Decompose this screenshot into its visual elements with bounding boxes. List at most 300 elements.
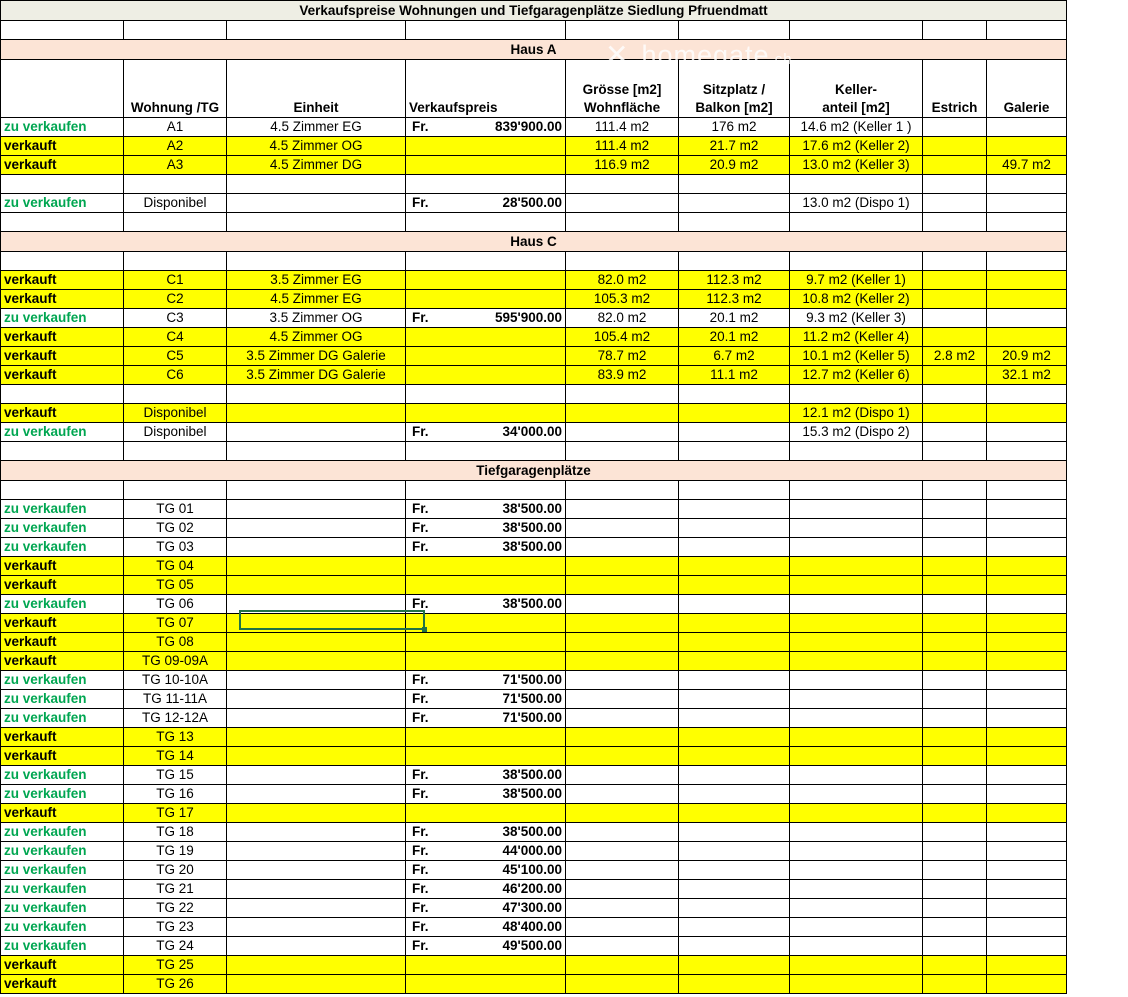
keller-cell[interactable] xyxy=(790,899,923,918)
price-cell[interactable] xyxy=(406,747,566,766)
einheit-cell[interactable] xyxy=(227,975,406,994)
groesse-cell[interactable] xyxy=(566,614,679,633)
einheit-cell[interactable]: 4.5 Zimmer OG xyxy=(227,137,406,156)
empty-cell[interactable] xyxy=(566,385,679,404)
groesse-cell[interactable] xyxy=(566,194,679,213)
groesse-cell[interactable] xyxy=(566,728,679,747)
groesse-cell[interactable] xyxy=(566,671,679,690)
groesse-cell[interactable] xyxy=(566,804,679,823)
einheit-cell[interactable] xyxy=(227,899,406,918)
keller-cell[interactable] xyxy=(790,842,923,861)
groesse-cell[interactable] xyxy=(566,690,679,709)
unit-cell[interactable]: Disponibel xyxy=(124,194,227,213)
groesse-cell[interactable] xyxy=(566,519,679,538)
sitzplatz-cell[interactable] xyxy=(679,194,790,213)
galerie-cell[interactable] xyxy=(987,404,1067,423)
unit-cell[interactable]: C5 xyxy=(124,347,227,366)
price-cell[interactable] xyxy=(406,937,566,956)
empty-cell[interactable] xyxy=(124,442,227,461)
groesse-cell[interactable]: 111.4 m2 xyxy=(566,118,679,137)
section-title[interactable]: Haus C xyxy=(1,232,1067,252)
sitzplatz-cell[interactable] xyxy=(679,652,790,671)
galerie-cell[interactable] xyxy=(987,519,1067,538)
price-cell[interactable] xyxy=(406,709,566,728)
header-status[interactable] xyxy=(1,60,124,118)
status-cell[interactable]: verkauft xyxy=(1,804,124,823)
groesse-cell[interactable] xyxy=(566,633,679,652)
empty-cell[interactable] xyxy=(923,21,987,40)
empty-cell[interactable] xyxy=(124,252,227,271)
keller-cell[interactable]: 10.8 m2 (Keller 2) xyxy=(790,290,923,309)
price-cell[interactable] xyxy=(406,975,566,994)
empty-cell[interactable] xyxy=(566,175,679,194)
galerie-cell[interactable] xyxy=(987,423,1067,442)
groesse-cell[interactable] xyxy=(566,595,679,614)
keller-cell[interactable] xyxy=(790,595,923,614)
unit-cell[interactable]: TG 02 xyxy=(124,519,227,538)
keller-cell[interactable] xyxy=(790,709,923,728)
empty-cell[interactable] xyxy=(679,252,790,271)
empty-cell[interactable] xyxy=(566,481,679,500)
price-cell[interactable] xyxy=(406,652,566,671)
estrich-cell[interactable] xyxy=(923,137,987,156)
sitzplatz-cell[interactable] xyxy=(679,500,790,519)
status-cell[interactable]: zu verkaufen xyxy=(1,671,124,690)
empty-cell[interactable] xyxy=(923,175,987,194)
einheit-cell[interactable]: 4.5 Zimmer DG xyxy=(227,156,406,175)
empty-cell[interactable] xyxy=(679,385,790,404)
price-cell[interactable] xyxy=(406,118,566,137)
keller-cell[interactable]: 11.2 m2 (Keller 4) xyxy=(790,328,923,347)
status-cell[interactable]: verkauft xyxy=(1,557,124,576)
einheit-cell[interactable] xyxy=(227,633,406,652)
empty-cell[interactable] xyxy=(987,252,1067,271)
empty-cell[interactable] xyxy=(227,21,406,40)
estrich-cell[interactable] xyxy=(923,538,987,557)
groesse-cell[interactable] xyxy=(566,404,679,423)
section-title[interactable]: Haus A xyxy=(1,40,1067,60)
einheit-cell[interactable] xyxy=(227,557,406,576)
estrich-cell[interactable] xyxy=(923,842,987,861)
price-cell[interactable] xyxy=(406,861,566,880)
estrich-cell[interactable] xyxy=(923,404,987,423)
galerie-cell[interactable] xyxy=(987,785,1067,804)
header-einheit[interactable]: Einheit xyxy=(227,60,406,118)
price-cell[interactable] xyxy=(406,271,566,290)
unit-cell[interactable]: Disponibel xyxy=(124,404,227,423)
status-cell[interactable]: zu verkaufen xyxy=(1,785,124,804)
unit-cell[interactable]: TG 24 xyxy=(124,937,227,956)
price-cell[interactable] xyxy=(406,766,566,785)
keller-cell[interactable]: 9.7 m2 (Keller 1) xyxy=(790,271,923,290)
groesse-cell[interactable]: 105.4 m2 xyxy=(566,328,679,347)
price-cell[interactable] xyxy=(406,538,566,557)
header-galerie[interactable]: Galerie xyxy=(987,60,1067,118)
status-cell[interactable]: zu verkaufen xyxy=(1,423,124,442)
estrich-cell[interactable] xyxy=(923,785,987,804)
galerie-cell[interactable] xyxy=(987,194,1067,213)
sitzplatz-cell[interactable]: 20.1 m2 xyxy=(679,328,790,347)
keller-cell[interactable] xyxy=(790,614,923,633)
estrich-cell[interactable] xyxy=(923,652,987,671)
galerie-cell[interactable] xyxy=(987,747,1067,766)
estrich-cell[interactable] xyxy=(923,309,987,328)
estrich-cell[interactable] xyxy=(923,671,987,690)
estrich-cell[interactable] xyxy=(923,328,987,347)
estrich-cell[interactable] xyxy=(923,423,987,442)
header-keller[interactable] xyxy=(790,60,923,118)
keller-cell[interactable]: 13.0 m2 (Dispo 1) xyxy=(790,194,923,213)
unit-cell[interactable]: TG 11-11A xyxy=(124,690,227,709)
price-cell[interactable] xyxy=(406,137,566,156)
status-cell[interactable]: verkauft xyxy=(1,137,124,156)
sitzplatz-cell[interactable] xyxy=(679,709,790,728)
einheit-cell[interactable] xyxy=(227,937,406,956)
price-cell[interactable] xyxy=(406,156,566,175)
einheit-cell[interactable]: 3.5 Zimmer DG Galerie xyxy=(227,366,406,385)
unit-cell[interactable]: A2 xyxy=(124,137,227,156)
groesse-cell[interactable]: 82.0 m2 xyxy=(566,309,679,328)
status-cell[interactable]: zu verkaufen xyxy=(1,880,124,899)
sitzplatz-cell[interactable] xyxy=(679,975,790,994)
groesse-cell[interactable] xyxy=(566,823,679,842)
section-title[interactable]: Tiefgaragenplätze xyxy=(1,461,1067,481)
keller-cell[interactable] xyxy=(790,576,923,595)
empty-cell[interactable] xyxy=(227,385,406,404)
groesse-cell[interactable]: 82.0 m2 xyxy=(566,271,679,290)
einheit-cell[interactable]: 3.5 Zimmer OG xyxy=(227,309,406,328)
status-cell[interactable]: verkauft xyxy=(1,290,124,309)
status-cell[interactable]: zu verkaufen xyxy=(1,766,124,785)
empty-cell[interactable] xyxy=(923,213,987,232)
estrich-cell[interactable] xyxy=(923,576,987,595)
sitzplatz-cell[interactable]: 112.3 m2 xyxy=(679,271,790,290)
groesse-cell[interactable] xyxy=(566,975,679,994)
price-cell[interactable] xyxy=(406,823,566,842)
galerie-cell[interactable] xyxy=(987,823,1067,842)
estrich-cell[interactable] xyxy=(923,118,987,137)
einheit-cell[interactable]: 4.5 Zimmer EG xyxy=(227,290,406,309)
empty-cell[interactable] xyxy=(679,175,790,194)
galerie-cell[interactable] xyxy=(987,766,1067,785)
galerie-cell[interactable] xyxy=(987,709,1067,728)
keller-cell[interactable] xyxy=(790,823,923,842)
groesse-cell[interactable]: 83.9 m2 xyxy=(566,366,679,385)
groesse-cell[interactable] xyxy=(566,842,679,861)
galerie-cell[interactable] xyxy=(987,309,1067,328)
unit-cell[interactable]: TG 19 xyxy=(124,842,227,861)
keller-cell[interactable] xyxy=(790,804,923,823)
sitzplatz-cell[interactable]: 20.9 m2 xyxy=(679,156,790,175)
unit-cell[interactable]: TG 23 xyxy=(124,918,227,937)
estrich-cell[interactable] xyxy=(923,918,987,937)
keller-cell[interactable] xyxy=(790,633,923,652)
groesse-cell[interactable] xyxy=(566,861,679,880)
empty-cell[interactable] xyxy=(679,213,790,232)
unit-cell[interactable]: Disponibel xyxy=(124,423,227,442)
galerie-cell[interactable] xyxy=(987,899,1067,918)
sitzplatz-cell[interactable] xyxy=(679,519,790,538)
empty-cell[interactable] xyxy=(124,213,227,232)
empty-cell[interactable] xyxy=(566,21,679,40)
empty-cell[interactable] xyxy=(987,175,1067,194)
groesse-cell[interactable] xyxy=(566,880,679,899)
estrich-cell[interactable] xyxy=(923,156,987,175)
header-sitzplatz[interactable] xyxy=(679,60,790,118)
sitzplatz-cell[interactable] xyxy=(679,937,790,956)
einheit-cell[interactable]: 4.5 Zimmer EG xyxy=(227,118,406,137)
status-cell[interactable]: zu verkaufen xyxy=(1,595,124,614)
empty-cell[interactable] xyxy=(406,385,566,404)
unit-cell[interactable]: TG 07 xyxy=(124,614,227,633)
groesse-cell[interactable] xyxy=(566,652,679,671)
empty-cell[interactable] xyxy=(406,481,566,500)
empty-cell[interactable] xyxy=(923,385,987,404)
groesse-cell[interactable]: 111.4 m2 xyxy=(566,137,679,156)
unit-cell[interactable]: TG 12-12A xyxy=(124,709,227,728)
galerie-cell[interactable] xyxy=(987,328,1067,347)
empty-cell[interactable] xyxy=(1,213,124,232)
keller-cell[interactable]: 14.6 m2 (Keller 1 ) xyxy=(790,118,923,137)
groesse-cell[interactable] xyxy=(566,937,679,956)
status-cell[interactable]: zu verkaufen xyxy=(1,918,124,937)
galerie-cell[interactable] xyxy=(987,595,1067,614)
price-cell[interactable] xyxy=(406,194,566,213)
keller-cell[interactable]: 12.1 m2 (Dispo 1) xyxy=(790,404,923,423)
sitzplatz-cell[interactable]: 11.1 m2 xyxy=(679,366,790,385)
empty-cell[interactable] xyxy=(406,21,566,40)
sitzplatz-cell[interactable] xyxy=(679,538,790,557)
empty-cell[interactable] xyxy=(987,385,1067,404)
unit-cell[interactable]: TG 25 xyxy=(124,956,227,975)
status-cell[interactable]: zu verkaufen xyxy=(1,309,124,328)
unit-cell[interactable]: TG 04 xyxy=(124,557,227,576)
empty-cell[interactable] xyxy=(790,252,923,271)
galerie-cell[interactable] xyxy=(987,576,1067,595)
groesse-cell[interactable] xyxy=(566,576,679,595)
keller-cell[interactable] xyxy=(790,519,923,538)
estrich-cell[interactable] xyxy=(923,271,987,290)
sitzplatz-cell[interactable] xyxy=(679,576,790,595)
groesse-cell[interactable] xyxy=(566,538,679,557)
galerie-cell[interactable] xyxy=(987,614,1067,633)
einheit-cell[interactable] xyxy=(227,956,406,975)
empty-cell[interactable] xyxy=(227,442,406,461)
empty-cell[interactable] xyxy=(406,442,566,461)
header-verkaufspreis[interactable]: Verkaufspreis xyxy=(406,60,566,118)
einheit-cell[interactable] xyxy=(227,880,406,899)
empty-cell[interactable] xyxy=(923,442,987,461)
keller-cell[interactable] xyxy=(790,728,923,747)
galerie-cell[interactable] xyxy=(987,271,1067,290)
galerie-cell[interactable] xyxy=(987,690,1067,709)
sitzplatz-cell[interactable]: 20.1 m2 xyxy=(679,309,790,328)
keller-cell[interactable] xyxy=(790,880,923,899)
unit-cell[interactable]: A3 xyxy=(124,156,227,175)
einheit-cell[interactable] xyxy=(227,194,406,213)
sitzplatz-cell[interactable] xyxy=(679,671,790,690)
galerie-cell[interactable] xyxy=(987,671,1067,690)
status-cell[interactable]: verkauft xyxy=(1,633,124,652)
unit-cell[interactable]: TG 18 xyxy=(124,823,227,842)
status-cell[interactable]: zu verkaufen xyxy=(1,194,124,213)
sitzplatz-cell[interactable] xyxy=(679,766,790,785)
sitzplatz-cell[interactable] xyxy=(679,899,790,918)
sheet-title[interactable]: Verkaufspreise Wohnungen und Tiefgaragenplätze Siedlung Pfruendmatt xyxy=(1,1,1067,21)
empty-cell[interactable] xyxy=(987,481,1067,500)
groesse-cell[interactable]: 78.7 m2 xyxy=(566,347,679,366)
sitzplatz-cell[interactable]: 21.7 m2 xyxy=(679,137,790,156)
groesse-cell[interactable] xyxy=(566,766,679,785)
empty-cell[interactable] xyxy=(1,442,124,461)
keller-cell[interactable]: 17.6 m2 (Keller 2) xyxy=(790,137,923,156)
keller-cell[interactable]: 13.0 m2 (Keller 3) xyxy=(790,156,923,175)
status-cell[interactable]: verkauft xyxy=(1,614,124,633)
einheit-cell[interactable]: 3.5 Zimmer DG Galerie xyxy=(227,347,406,366)
price-cell[interactable] xyxy=(406,880,566,899)
price-cell[interactable] xyxy=(406,557,566,576)
keller-cell[interactable] xyxy=(790,785,923,804)
keller-cell[interactable]: 15.3 m2 (Dispo 2) xyxy=(790,423,923,442)
sitzplatz-cell[interactable] xyxy=(679,633,790,652)
unit-cell[interactable]: TG 20 xyxy=(124,861,227,880)
empty-cell[interactable] xyxy=(227,175,406,194)
sitzplatz-cell[interactable] xyxy=(679,595,790,614)
empty-cell[interactable] xyxy=(790,385,923,404)
empty-cell[interactable] xyxy=(987,442,1067,461)
einheit-cell[interactable] xyxy=(227,519,406,538)
empty-cell[interactable] xyxy=(124,175,227,194)
unit-cell[interactable]: TG 26 xyxy=(124,975,227,994)
einheit-cell[interactable] xyxy=(227,709,406,728)
status-cell[interactable]: verkauft xyxy=(1,728,124,747)
estrich-cell[interactable] xyxy=(923,823,987,842)
galerie-cell[interactable] xyxy=(987,652,1067,671)
galerie-cell[interactable] xyxy=(987,975,1067,994)
sitzplatz-cell[interactable] xyxy=(679,423,790,442)
unit-cell[interactable]: TG 05 xyxy=(124,576,227,595)
unit-cell[interactable]: TG 10-10A xyxy=(124,671,227,690)
galerie-cell[interactable] xyxy=(987,956,1067,975)
groesse-cell[interactable] xyxy=(566,423,679,442)
unit-cell[interactable]: TG 22 xyxy=(124,899,227,918)
einheit-cell[interactable] xyxy=(227,728,406,747)
groesse-cell[interactable] xyxy=(566,918,679,937)
unit-cell[interactable]: C3 xyxy=(124,309,227,328)
price-cell[interactable] xyxy=(406,633,566,652)
price-cell[interactable] xyxy=(406,785,566,804)
unit-cell[interactable]: C4 xyxy=(124,328,227,347)
keller-cell[interactable] xyxy=(790,747,923,766)
galerie-cell[interactable]: 49.7 m2 xyxy=(987,156,1067,175)
estrich-cell[interactable] xyxy=(923,557,987,576)
empty-cell[interactable] xyxy=(406,213,566,232)
einheit-cell[interactable] xyxy=(227,500,406,519)
einheit-cell[interactable] xyxy=(227,404,406,423)
status-cell[interactable]: zu verkaufen xyxy=(1,118,124,137)
status-cell[interactable]: zu verkaufen xyxy=(1,690,124,709)
galerie-cell[interactable] xyxy=(987,880,1067,899)
header-estrich[interactable]: Estrich xyxy=(923,60,987,118)
unit-cell[interactable]: TG 14 xyxy=(124,747,227,766)
empty-cell[interactable] xyxy=(679,21,790,40)
status-cell[interactable]: verkauft xyxy=(1,576,124,595)
estrich-cell[interactable] xyxy=(923,728,987,747)
sitzplatz-cell[interactable]: 112.3 m2 xyxy=(679,290,790,309)
keller-cell[interactable]: 9.3 m2 (Keller 3) xyxy=(790,309,923,328)
galerie-cell[interactable] xyxy=(987,500,1067,519)
status-cell[interactable]: verkauft xyxy=(1,652,124,671)
einheit-cell[interactable] xyxy=(227,595,406,614)
galerie-cell[interactable] xyxy=(987,290,1067,309)
price-cell[interactable] xyxy=(406,500,566,519)
galerie-cell[interactable] xyxy=(987,633,1067,652)
empty-cell[interactable] xyxy=(566,442,679,461)
sitzplatz-cell[interactable] xyxy=(679,614,790,633)
price-cell[interactable] xyxy=(406,804,566,823)
sitzplatz-cell[interactable] xyxy=(679,861,790,880)
einheit-cell[interactable]: 3.5 Zimmer EG xyxy=(227,271,406,290)
sitzplatz-cell[interactable] xyxy=(679,557,790,576)
unit-cell[interactable]: TG 09-09A xyxy=(124,652,227,671)
galerie-cell[interactable] xyxy=(987,804,1067,823)
groesse-cell[interactable] xyxy=(566,500,679,519)
sitzplatz-cell[interactable] xyxy=(679,785,790,804)
unit-cell[interactable]: TG 01 xyxy=(124,500,227,519)
groesse-cell[interactable] xyxy=(566,785,679,804)
price-cell[interactable] xyxy=(406,690,566,709)
empty-cell[interactable] xyxy=(124,481,227,500)
unit-cell[interactable]: TG 08 xyxy=(124,633,227,652)
keller-cell[interactable] xyxy=(790,690,923,709)
estrich-cell[interactable] xyxy=(923,366,987,385)
keller-cell[interactable]: 12.7 m2 (Keller 6) xyxy=(790,366,923,385)
status-cell[interactable]: verkauft xyxy=(1,975,124,994)
empty-cell[interactable] xyxy=(1,252,124,271)
estrich-cell[interactable] xyxy=(923,899,987,918)
unit-cell[interactable]: TG 17 xyxy=(124,804,227,823)
empty-cell[interactable] xyxy=(679,442,790,461)
empty-cell[interactable] xyxy=(679,481,790,500)
estrich-cell[interactable] xyxy=(923,766,987,785)
estrich-cell[interactable] xyxy=(923,747,987,766)
empty-cell[interactable] xyxy=(923,252,987,271)
status-cell[interactable]: verkauft xyxy=(1,347,124,366)
keller-cell[interactable] xyxy=(790,671,923,690)
empty-cell[interactable] xyxy=(227,252,406,271)
einheit-cell[interactable] xyxy=(227,823,406,842)
empty-cell[interactable] xyxy=(227,481,406,500)
unit-cell[interactable]: TG 21 xyxy=(124,880,227,899)
unit-cell[interactable]: C6 xyxy=(124,366,227,385)
price-cell[interactable] xyxy=(406,576,566,595)
status-cell[interactable]: zu verkaufen xyxy=(1,500,124,519)
galerie-cell[interactable] xyxy=(987,137,1067,156)
sitzplatz-cell[interactable] xyxy=(679,728,790,747)
einheit-cell[interactable] xyxy=(227,766,406,785)
sitzplatz-cell[interactable] xyxy=(679,918,790,937)
unit-cell[interactable]: A1 xyxy=(124,118,227,137)
header-wohnung[interactable]: Wohnung /TG xyxy=(124,60,227,118)
empty-cell[interactable] xyxy=(790,481,923,500)
empty-cell[interactable] xyxy=(1,385,124,404)
estrich-cell[interactable]: 2.8 m2 xyxy=(923,347,987,366)
unit-cell[interactable]: TG 15 xyxy=(124,766,227,785)
price-cell[interactable] xyxy=(406,423,566,442)
galerie-cell[interactable] xyxy=(987,842,1067,861)
keller-cell[interactable] xyxy=(790,500,923,519)
einheit-cell[interactable] xyxy=(227,842,406,861)
